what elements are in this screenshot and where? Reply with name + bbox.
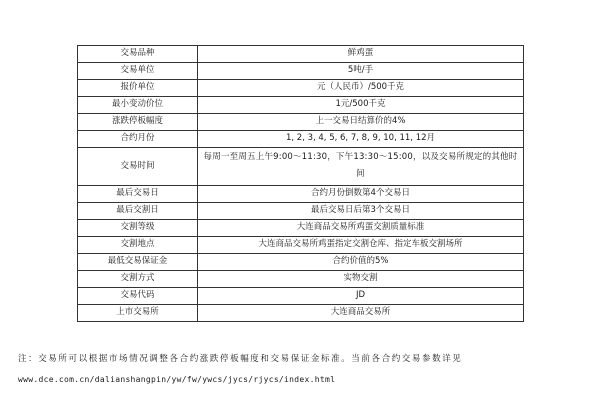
table-row bbox=[78, 288, 524, 305]
contract-spec-table bbox=[77, 45, 524, 322]
row-label: 交割等级 bbox=[78, 220, 198, 237]
row-label: 涨跌停板幅度 bbox=[78, 114, 198, 131]
row-value: 1, 2, 3, 4, 5, 6, 7, 8, 9, 10, 11, 12月 bbox=[198, 131, 524, 148]
row-value: 鲜鸡蛋 bbox=[198, 46, 524, 63]
table-row bbox=[78, 131, 524, 148]
table-row bbox=[78, 186, 524, 203]
table-row bbox=[78, 271, 524, 288]
row-label: 交易时间 bbox=[78, 148, 198, 186]
row-value: 5吨/手 bbox=[198, 63, 524, 80]
table-row bbox=[78, 203, 524, 220]
footnote-text: 注：交易所可以根据市场情况调整各合约涨跌停板幅度和交易保证金标准。当前各合约交易参数详见 bbox=[18, 354, 463, 364]
table-row bbox=[78, 220, 524, 237]
table-row bbox=[78, 254, 524, 271]
table-row bbox=[78, 80, 524, 97]
row-value: 大连商品交易所 bbox=[198, 305, 524, 322]
row-label: 报价单位 bbox=[78, 80, 198, 97]
row-value: 上一交易日结算价的4% bbox=[198, 114, 524, 131]
row-value: 合约价值的5% bbox=[198, 254, 524, 271]
row-label: 最小变动价位 bbox=[78, 97, 198, 114]
row-value: JD bbox=[198, 288, 524, 305]
table-row bbox=[78, 114, 524, 131]
row-value: 1元/500千克 bbox=[198, 97, 524, 114]
footnote-url[interactable]: www.dce.com.cn/dalianshangpin/yw/fw/ywcs/jycs/rjycs/index.html bbox=[18, 375, 336, 384]
row-value: 实物交割 bbox=[198, 271, 524, 288]
row-value: 最后交易日后第3个交易日 bbox=[198, 203, 524, 220]
row-label: 最后交割日 bbox=[78, 203, 198, 220]
row-value: 合约月份倒数第4个交易日 bbox=[198, 186, 524, 203]
table-row bbox=[78, 148, 524, 186]
row-label: 交易单位 bbox=[78, 63, 198, 80]
row-label: 上市交易所 bbox=[78, 305, 198, 322]
row-label: 最低交易保证金 bbox=[78, 254, 198, 271]
row-value: 每周一至周五上午9:00～11:30，下午13:30～15:00，以及交易所规定的其他时间 bbox=[198, 148, 524, 186]
table-row bbox=[78, 97, 524, 114]
table-row bbox=[78, 305, 524, 322]
row-label: 交割地点 bbox=[78, 237, 198, 254]
row-label: 交割方式 bbox=[78, 271, 198, 288]
row-value: 大连商品交易所鸡蛋指定交割仓库、指定车板交割场所 bbox=[198, 237, 524, 254]
row-label: 交易代码 bbox=[78, 288, 198, 305]
row-label: 交易品种 bbox=[78, 46, 198, 63]
table-row bbox=[78, 46, 524, 63]
row-label: 合约月份 bbox=[78, 131, 198, 148]
row-value: 元（人民币）/500千克 bbox=[198, 80, 524, 97]
table-row bbox=[78, 237, 524, 254]
row-label: 最后交易日 bbox=[78, 186, 198, 203]
row-value: 大连商品交易所鸡蛋交割质量标准 bbox=[198, 220, 524, 237]
table-row bbox=[78, 63, 524, 80]
